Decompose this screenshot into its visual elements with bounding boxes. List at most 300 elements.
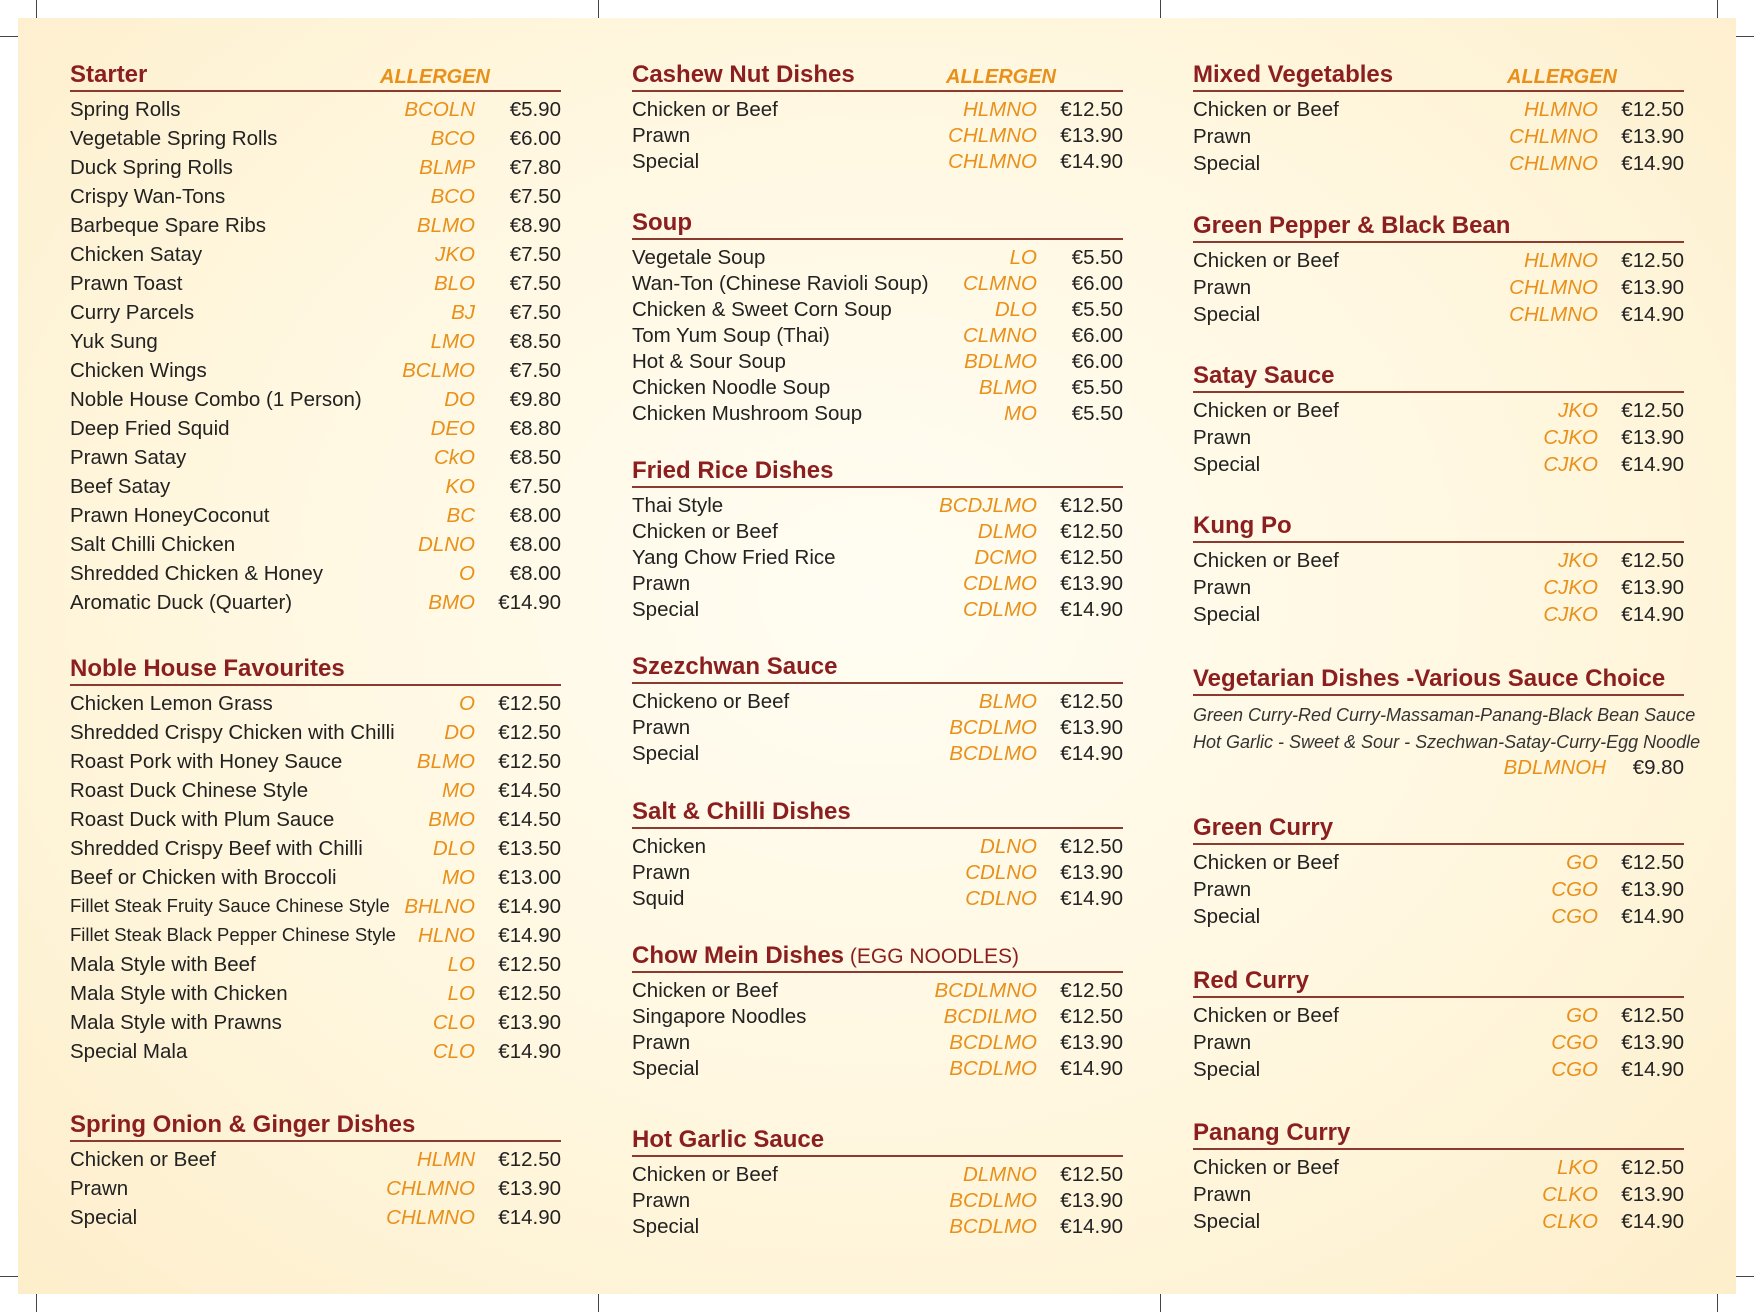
price: €12.50 bbox=[1621, 1004, 1684, 1027]
dish-name: Noble House Combo (1 Person) bbox=[70, 388, 362, 411]
menu-item bbox=[1193, 851, 1684, 878]
section-header bbox=[632, 941, 1123, 973]
allergen-code: BCDLMO bbox=[949, 1057, 1037, 1080]
section-title-text: Mixed Vegetables bbox=[1193, 61, 1394, 88]
allergen-code: JKO bbox=[1558, 399, 1598, 422]
allergen-code: BCLMO bbox=[402, 359, 475, 382]
price: €12.50 bbox=[498, 1148, 561, 1171]
allergen-code: BLMO bbox=[416, 750, 475, 773]
dish-name: Deep Fried Squid bbox=[70, 417, 230, 440]
allergen-code: BCO bbox=[430, 127, 475, 150]
menu-item bbox=[632, 572, 1123, 598]
menu-section-satay-sauce bbox=[1193, 361, 1703, 479]
dish-name: Chicken or Beef bbox=[1193, 851, 1339, 874]
allergen-code: BCDLMO bbox=[949, 742, 1037, 765]
allergen-code: HLMNO bbox=[1523, 249, 1598, 272]
menu-section-salt-chilli-dishes bbox=[632, 797, 1142, 913]
menu-item bbox=[70, 779, 561, 808]
price: €13.90 bbox=[1621, 275, 1684, 299]
dish-name: Squid bbox=[632, 887, 685, 910]
menu-item bbox=[1193, 1210, 1684, 1237]
dish-name: Chicken or Beef bbox=[1193, 1004, 1339, 1027]
dish-name: Spring Rolls bbox=[70, 98, 181, 121]
allergen-code: BLO bbox=[433, 272, 475, 295]
allergen-code: HLMNO bbox=[962, 98, 1037, 121]
dish-name: Chicken or Beef bbox=[632, 1163, 778, 1186]
price: €6.00 bbox=[1071, 272, 1123, 295]
menu-item bbox=[70, 895, 561, 924]
allergen-code: DLMNO bbox=[962, 1163, 1037, 1186]
dish-name: Prawn bbox=[1193, 877, 1252, 901]
allergen-code: LO bbox=[447, 982, 475, 1005]
price: €12.50 bbox=[1060, 520, 1123, 543]
menu-item bbox=[632, 598, 1123, 624]
menu-item-list bbox=[1193, 249, 1684, 329]
menu-item bbox=[632, 494, 1123, 520]
menu-item bbox=[1193, 1031, 1684, 1058]
section-header bbox=[1193, 1118, 1684, 1150]
section-title bbox=[1193, 814, 1333, 842]
allergen-code: BHLNO bbox=[404, 895, 475, 918]
dish-name: Prawn HoneyCoconut bbox=[70, 504, 270, 527]
menu-item bbox=[70, 156, 561, 185]
menu-item bbox=[1193, 1058, 1684, 1085]
allergen-code: HLMN bbox=[416, 1148, 475, 1171]
menu-item bbox=[70, 982, 561, 1011]
dish-name: Chickeno or Beef bbox=[632, 690, 790, 713]
allergen-code: LO bbox=[1009, 246, 1037, 269]
section-title-text: Kung Po bbox=[1193, 512, 1292, 539]
dish-name: Prawn bbox=[632, 1031, 691, 1054]
menu-item-list bbox=[1193, 1156, 1684, 1236]
price: €12.50 bbox=[1621, 98, 1684, 121]
section-header bbox=[1193, 813, 1684, 845]
dish-name: Beef or Chicken with Broccoli bbox=[70, 866, 337, 889]
crop-mark bbox=[1736, 36, 1754, 37]
menu-item bbox=[632, 376, 1123, 402]
dish-name: Prawn bbox=[632, 861, 691, 884]
price: €14.90 bbox=[1060, 1215, 1123, 1238]
allergen-code: CGO bbox=[1551, 904, 1598, 928]
menu-item bbox=[70, 475, 561, 504]
dish-name: Prawn bbox=[632, 572, 691, 595]
section-title-text: Chow Mein Dishes bbox=[632, 942, 845, 969]
section-title bbox=[632, 1126, 824, 1154]
menu-item bbox=[70, 1148, 561, 1177]
section-header bbox=[1193, 966, 1684, 998]
allergen-code: BCDLMO bbox=[949, 1031, 1037, 1054]
menu-item bbox=[70, 214, 561, 243]
allergen-code: CJKO bbox=[1543, 452, 1598, 476]
price: €14.90 bbox=[1060, 742, 1123, 765]
menu-item bbox=[70, 272, 561, 301]
menu-item-list bbox=[632, 246, 1123, 428]
allergen-code: BCDILMO bbox=[943, 1005, 1037, 1028]
sauce-choice-line: Hot Garlic - Sweet & Sour - Szechwan-Satay-Curry-Egg Noodle bbox=[1193, 732, 1701, 752]
menu-item bbox=[632, 402, 1123, 428]
allergen-code: CHLMNO bbox=[1509, 124, 1598, 148]
menu-item bbox=[632, 887, 1123, 913]
crop-mark bbox=[1736, 1276, 1754, 1277]
allergen-code: DLMO bbox=[977, 520, 1037, 543]
price: €12.50 bbox=[1621, 249, 1684, 272]
crop-mark bbox=[598, 0, 599, 18]
allergen-code: CLKO bbox=[1542, 1209, 1598, 1233]
section-title-text: Starter bbox=[70, 61, 148, 88]
menu-item bbox=[70, 562, 561, 591]
dish-name: Roast Duck with Plum Sauce bbox=[70, 808, 335, 831]
menu-section-chow-mein-dishes bbox=[632, 941, 1142, 1083]
section-title bbox=[70, 1111, 415, 1139]
section-title-text: Red Curry bbox=[1193, 967, 1310, 994]
price: €14.90 bbox=[1621, 602, 1684, 626]
dish-name: Chicken Satay bbox=[70, 243, 203, 266]
menu-item bbox=[70, 388, 561, 417]
menu-item bbox=[632, 124, 1123, 150]
price: €6.00 bbox=[1071, 324, 1123, 347]
menu-section-red-curry bbox=[1193, 966, 1703, 1084]
price: €14.90 bbox=[1621, 302, 1684, 326]
allergen-code: DLO bbox=[432, 837, 475, 860]
allergen-code: JKO bbox=[1558, 549, 1598, 572]
menu-item bbox=[70, 185, 561, 214]
price: €13.90 bbox=[1621, 877, 1684, 901]
menu-item bbox=[632, 1189, 1123, 1215]
menu-item bbox=[70, 721, 561, 750]
price: €12.50 bbox=[498, 692, 561, 715]
dish-name: Prawn bbox=[1193, 275, 1252, 299]
dish-name: Salt Chilli Chicken bbox=[70, 533, 236, 556]
crop-mark bbox=[36, 1294, 37, 1312]
menu-item-list bbox=[1193, 1004, 1684, 1084]
price: €14.90 bbox=[1621, 452, 1684, 476]
price: €8.80 bbox=[509, 417, 561, 440]
dish-name: Barbeque Spare Ribs bbox=[70, 214, 267, 237]
price: €5.90 bbox=[509, 98, 561, 121]
price: €14.90 bbox=[498, 1040, 561, 1063]
dish-name: Prawn bbox=[1193, 1182, 1252, 1206]
menu-item-list bbox=[632, 835, 1123, 913]
allergen-code: DO bbox=[444, 388, 475, 411]
crop-mark bbox=[1160, 0, 1161, 18]
allergen-code: CHLMNO bbox=[1509, 275, 1598, 299]
menu-item bbox=[1193, 125, 1684, 152]
dish-name: Roast Duck Chinese Style bbox=[70, 779, 309, 802]
price: €7.50 bbox=[509, 185, 561, 208]
price: €14.90 bbox=[1621, 904, 1684, 928]
menu-item bbox=[632, 546, 1123, 572]
allergen-code: CkO bbox=[434, 446, 475, 469]
menu-item bbox=[70, 1011, 561, 1040]
menu-item bbox=[70, 692, 561, 721]
dish-name: Hot & Sour Soup bbox=[632, 350, 786, 373]
allergen-header: ALLERGEN bbox=[380, 66, 490, 88]
section-title bbox=[1193, 967, 1309, 995]
allergen-code: CHLMNO bbox=[386, 1206, 475, 1229]
section-header bbox=[70, 60, 561, 92]
price: €7.50 bbox=[509, 301, 561, 324]
price: €14.90 bbox=[1060, 150, 1123, 173]
section-header bbox=[632, 1125, 1123, 1157]
dish-name: Prawn Toast bbox=[70, 272, 183, 295]
menu-item bbox=[632, 690, 1123, 716]
menu-sheet bbox=[18, 18, 1736, 1294]
dish-name: Yang Chow Fried Rice bbox=[632, 546, 836, 569]
menu-item bbox=[632, 1031, 1123, 1057]
dish-name: Chicken or Beef bbox=[632, 979, 778, 1002]
dish-name: Special bbox=[1193, 904, 1261, 928]
price: €8.50 bbox=[509, 446, 561, 469]
dish-name: Chicken Mushroom Soup bbox=[632, 402, 863, 425]
allergen-code: LO bbox=[447, 953, 475, 976]
menu-item bbox=[632, 98, 1123, 124]
dish-name: Prawn bbox=[632, 716, 691, 739]
section-header bbox=[632, 60, 1123, 92]
allergen-code: CJKO bbox=[1543, 425, 1598, 449]
price: €9.80 bbox=[509, 388, 561, 411]
menu-section-noble-house-favourites bbox=[70, 654, 580, 1069]
menu-item bbox=[1193, 276, 1684, 303]
allergen-code: GO bbox=[1566, 1004, 1598, 1027]
price: €7.50 bbox=[509, 359, 561, 382]
dish-name: Chicken & Sweet Corn Soup bbox=[632, 298, 892, 321]
allergen-code: LKO bbox=[1556, 1156, 1598, 1179]
menu-section-fried-rice-dishes bbox=[632, 456, 1142, 624]
dish-name: Shredded Crispy Chicken with Chilli bbox=[70, 721, 395, 744]
menu-item bbox=[1193, 453, 1684, 480]
price: €9.80 bbox=[1632, 756, 1684, 779]
section-title-text: Green Curry bbox=[1193, 814, 1334, 841]
price: €12.50 bbox=[1060, 835, 1123, 858]
menu-item bbox=[70, 301, 561, 330]
section-title bbox=[1193, 1119, 1350, 1147]
section-header bbox=[632, 208, 1123, 240]
menu-item bbox=[632, 1005, 1123, 1031]
allergen-code: CDLMO bbox=[962, 598, 1037, 621]
allergen-code: O bbox=[459, 692, 475, 715]
dish-name: Special bbox=[632, 742, 700, 765]
allergen-code: BLMO bbox=[978, 376, 1037, 399]
menu-item-list bbox=[632, 98, 1123, 176]
sauce-choice-line: Green Curry-Red Curry-Massaman-Panang-Black Bean Sauce bbox=[1193, 705, 1696, 725]
dish-name: Chicken or Beef bbox=[1193, 399, 1339, 422]
crop-mark bbox=[1717, 0, 1718, 18]
allergen-header: ALLERGEN bbox=[946, 66, 1056, 88]
menu-item bbox=[70, 359, 561, 388]
allergen-code: LMO bbox=[430, 330, 475, 353]
dish-name: Special bbox=[632, 1215, 700, 1238]
allergen-code: MO bbox=[441, 779, 475, 802]
price: €13.00 bbox=[498, 866, 561, 889]
dish-name: Yuk Sung bbox=[70, 330, 158, 353]
dish-name: Fillet Steak Fruity Sauce Chinese Style bbox=[70, 895, 390, 916]
price: €12.50 bbox=[1060, 546, 1123, 569]
price: €13.90 bbox=[1060, 1031, 1123, 1054]
dish-name: Prawn bbox=[1193, 1030, 1252, 1054]
price: €5.50 bbox=[1071, 402, 1123, 425]
section-title bbox=[1193, 362, 1334, 390]
section-title bbox=[1193, 665, 1665, 693]
menu-item bbox=[1193, 603, 1684, 630]
menu-item bbox=[70, 866, 561, 895]
menu-item-list bbox=[70, 98, 561, 620]
price: €7.50 bbox=[509, 272, 561, 295]
menu-item bbox=[70, 446, 561, 475]
menu-item-list bbox=[632, 494, 1123, 624]
menu-item bbox=[70, 1040, 561, 1069]
price: €8.50 bbox=[509, 330, 561, 353]
menu-section-panang-curry bbox=[1193, 1118, 1703, 1236]
price: €14.90 bbox=[1621, 1209, 1684, 1233]
dish-name: Singapore Noodles bbox=[632, 1005, 807, 1028]
section-title-text: Cashew Nut Dishes bbox=[632, 61, 855, 88]
menu-item bbox=[1193, 1004, 1684, 1031]
dish-name: Chicken Wings bbox=[70, 359, 207, 382]
price: €12.50 bbox=[1060, 979, 1123, 1002]
menu-item bbox=[632, 520, 1123, 546]
allergen-code: CLO bbox=[432, 1040, 475, 1063]
menu-item bbox=[70, 1206, 561, 1235]
section-title bbox=[70, 655, 345, 683]
allergen-code: MO bbox=[1003, 402, 1037, 425]
menu-item-list bbox=[632, 1163, 1123, 1241]
allergen-code: BLMP bbox=[419, 156, 475, 179]
section-title bbox=[1193, 512, 1292, 540]
menu-section-green-pepper-black-bean bbox=[1193, 211, 1703, 329]
allergen-code: CHLMNO bbox=[948, 150, 1037, 173]
menu-section-cashew-nut-dishes bbox=[632, 60, 1142, 176]
allergen-code: CHLMNO bbox=[1509, 151, 1598, 175]
menu-section-spring-onion-ginger-dishes bbox=[70, 1110, 580, 1235]
price: €5.50 bbox=[1071, 376, 1123, 399]
allergen-code: CHLMNO bbox=[386, 1177, 475, 1200]
allergen-code: DCMO bbox=[974, 546, 1037, 569]
section-title bbox=[632, 457, 833, 485]
menu-item bbox=[70, 417, 561, 446]
menu-item bbox=[1193, 98, 1684, 125]
price: €7.50 bbox=[509, 475, 561, 498]
price: €12.50 bbox=[1060, 1163, 1123, 1186]
section-title bbox=[1193, 212, 1510, 240]
dish-name: Chicken or Beef bbox=[1193, 249, 1339, 272]
dish-name: Prawn Satay bbox=[70, 446, 187, 469]
dish-name: Fillet Steak Black Pepper Chinese Style bbox=[70, 924, 396, 945]
section-title-text: Salt & Chilli Dishes bbox=[632, 798, 851, 825]
price: €12.50 bbox=[498, 721, 561, 744]
allergen-code: BDLMO bbox=[964, 350, 1037, 373]
dish-name: Special bbox=[632, 1057, 700, 1080]
dish-name: Duck Spring Rolls bbox=[70, 156, 233, 179]
section-title bbox=[632, 653, 837, 681]
menu-item-list bbox=[632, 690, 1123, 768]
price: €12.50 bbox=[498, 953, 561, 976]
allergen-code: BCDLMO bbox=[949, 716, 1037, 739]
allergen-code: CHLMNO bbox=[948, 124, 1037, 147]
price: €14.90 bbox=[498, 1206, 561, 1229]
section-title-text: Vegetarian Dishes -Various Sauce Choice bbox=[1193, 665, 1666, 692]
menu-item-list bbox=[1193, 549, 1684, 629]
allergen-code: O bbox=[459, 562, 475, 585]
price: €14.90 bbox=[1060, 598, 1123, 621]
menu-item bbox=[632, 742, 1123, 768]
allergen-code: CLMNO bbox=[962, 272, 1037, 295]
allergen-code: CLKO bbox=[1542, 1182, 1598, 1206]
allergen-code: GO bbox=[1566, 851, 1598, 874]
menu-item bbox=[70, 591, 561, 620]
dish-name: Curry Parcels bbox=[70, 301, 195, 324]
section-title-text: Satay Sauce bbox=[1193, 362, 1335, 389]
price: €14.90 bbox=[1060, 1057, 1123, 1080]
menu-item bbox=[70, 808, 561, 837]
price: €6.00 bbox=[1071, 350, 1123, 373]
section-title bbox=[70, 61, 147, 89]
allergen-code: BLMO bbox=[978, 690, 1037, 713]
price: €12.50 bbox=[1621, 549, 1684, 572]
dish-name: Special bbox=[1193, 452, 1261, 476]
menu-item bbox=[632, 350, 1123, 376]
dish-name: Chicken Noodle Soup bbox=[632, 376, 831, 399]
price: €7.50 bbox=[509, 243, 561, 266]
menu-item bbox=[70, 1177, 561, 1206]
menu-item bbox=[632, 979, 1123, 1005]
section-title bbox=[632, 798, 851, 826]
menu-item bbox=[632, 272, 1123, 298]
allergen-code: JKO bbox=[435, 243, 475, 266]
section-header bbox=[1193, 511, 1684, 543]
allergen-code: BCDLMO bbox=[949, 1189, 1037, 1212]
section-title-text: Noble House Favourites bbox=[70, 655, 345, 682]
crop-mark bbox=[598, 1294, 599, 1312]
dish-name: Chicken or Beef bbox=[1193, 1156, 1339, 1179]
menu-section-mixed-vegetables bbox=[1193, 60, 1703, 178]
allergen-code: CJKO bbox=[1543, 575, 1598, 599]
dish-name: Chicken or Beef bbox=[70, 1148, 216, 1171]
dish-name: Crispy Wan-Tons bbox=[70, 185, 226, 208]
section-title bbox=[1193, 61, 1393, 89]
dish-name: Chicken or Beef bbox=[632, 98, 778, 121]
allergen-code: BMO bbox=[428, 808, 475, 831]
section-header bbox=[1193, 60, 1684, 92]
section-title-text: Szezchwan Sauce bbox=[632, 653, 838, 680]
menu-item bbox=[632, 324, 1123, 350]
price: €14.90 bbox=[498, 591, 561, 614]
menu-item bbox=[632, 835, 1123, 861]
dish-name: Prawn bbox=[1193, 425, 1252, 449]
allergen-code: BDLMNOH bbox=[1503, 756, 1606, 779]
allergen-code: BCO bbox=[430, 185, 475, 208]
allergen-code: CGO bbox=[1551, 1030, 1598, 1054]
menu-section-kung-po bbox=[1193, 511, 1703, 629]
menu-item bbox=[1193, 399, 1684, 426]
menu-item bbox=[1193, 249, 1684, 276]
price: €12.50 bbox=[1621, 1156, 1684, 1179]
menu-item bbox=[632, 716, 1123, 742]
dish-name: Prawn bbox=[632, 1189, 691, 1212]
menu-item bbox=[1193, 576, 1684, 603]
menu-item bbox=[70, 924, 561, 953]
price: €13.90 bbox=[1060, 124, 1123, 147]
menu-item bbox=[70, 243, 561, 272]
section-header bbox=[1193, 361, 1684, 393]
allergen-code: CJKO bbox=[1543, 602, 1598, 626]
dish-name: Prawn bbox=[1193, 575, 1252, 599]
menu-item bbox=[632, 246, 1123, 272]
allergen-code: KO bbox=[445, 475, 475, 498]
price: €5.50 bbox=[1071, 246, 1123, 269]
dish-name: Special bbox=[1193, 602, 1261, 626]
section-subtitle: (EGG NOODLES) bbox=[844, 945, 1020, 968]
dish-name: Chicken bbox=[632, 835, 707, 858]
